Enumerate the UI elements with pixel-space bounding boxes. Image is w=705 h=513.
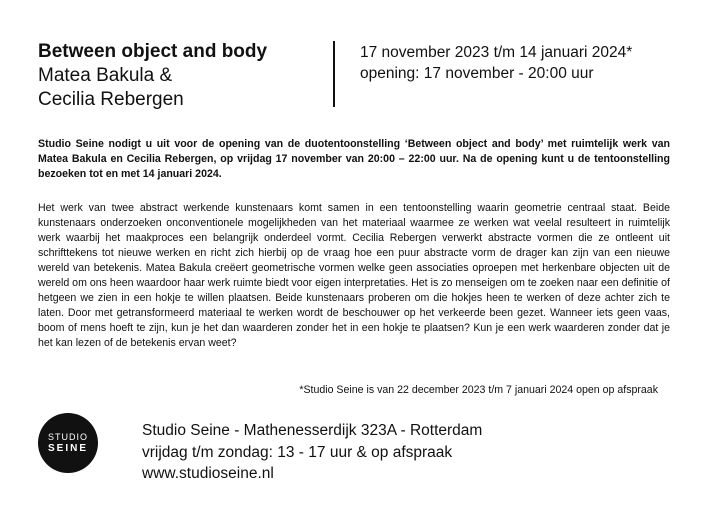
- exhibition-title: Between object and body: [38, 41, 268, 62]
- opening-hours: vrijdag t/m zondag: 13 - 17 uur & op afspraak: [142, 443, 453, 461]
- studio-seine-logo: [38, 413, 98, 473]
- logo-text-top: STUDIO: [47, 431, 88, 442]
- artist-line-2: Cecilia Rebergen: [38, 89, 184, 110]
- address-block: [142, 420, 682, 485]
- opening-time: opening: 17 november - 20:00 uur: [360, 65, 594, 82]
- dates-block: [360, 42, 700, 84]
- exhibition-dates: 17 november 2023 t/m 14 januari 2024*: [360, 44, 633, 61]
- address-line: Studio Seine - Mathenesserdijk 323A - Rotterdam: [142, 422, 483, 439]
- body-paragraph: Het werk van twee abstract werkende kunstenaars komt samen in een tentoonstelling waarin geometrie centraal staat. Beide kunstenaars onderzoeken onconventionele mogelijkheden van het materiaal waarmee ze werken wat veelal resulteert in ruimtelijk werk waarbij het maakproces een belangrijk onderdeel vormt. Cecilia Rebergen verwerkt abstracte vormen die ze ontleent uit schrifttekens tot nieuwe werken en richt zich hierbij op de vraag hoe een puur abstracte vorm de drager kan zijn van een nieuwe wereld van betekenis. Matea Bakula creëert geometrische vormen welke geen associaties oproepen met herkenbare objecten uit de wereld om ons heen waardoor haar werk ruimte biedt voor eigen interpretaties. Het is zo menseigen om te zoeken naar een definitie of hetgeen we zien in een hokje te willen plaatsen. Beide kunstenaars proberen om die hokjes heen te werken of deze achter zich te laten. Door met getransformeerd materiaal te werken wordt de beschouwer op het verkeerde been gezet. Wanneer iets geen vaas, boom of mens hoeft te zijn, kun je het dan waarderen zonder het in een hokje te plaatsen? Kun je een werk waarderen zonder dat je het kan lezen of de betekenis ervan weet?: [38, 202, 670, 349]
- artist-line-1: Matea Bakula &: [38, 65, 173, 86]
- intro-paragraph: Studio Seine nodigt u uit voor de opening van de duotentoonstelling ‘Between object and body’ met ruimtelijk werk van Matea Bakula en Cecilia Rebergen, op vrijdag 17 november van 20:00 – 22:00 uur. Na de opening kunt u de tentoonstelling bezoeken tot en met 14 januari 2024.: [38, 138, 670, 180]
- website-link[interactable]: www.studioseine.nl: [142, 465, 274, 482]
- logo-text-bottom: SEINE: [47, 442, 88, 454]
- footnote: *Studio Seine is van 22 december 2023 t/m 7 januari 2024 open op afspraak: [299, 384, 658, 396]
- vertical-divider: [333, 41, 335, 107]
- title-block: [38, 40, 338, 112]
